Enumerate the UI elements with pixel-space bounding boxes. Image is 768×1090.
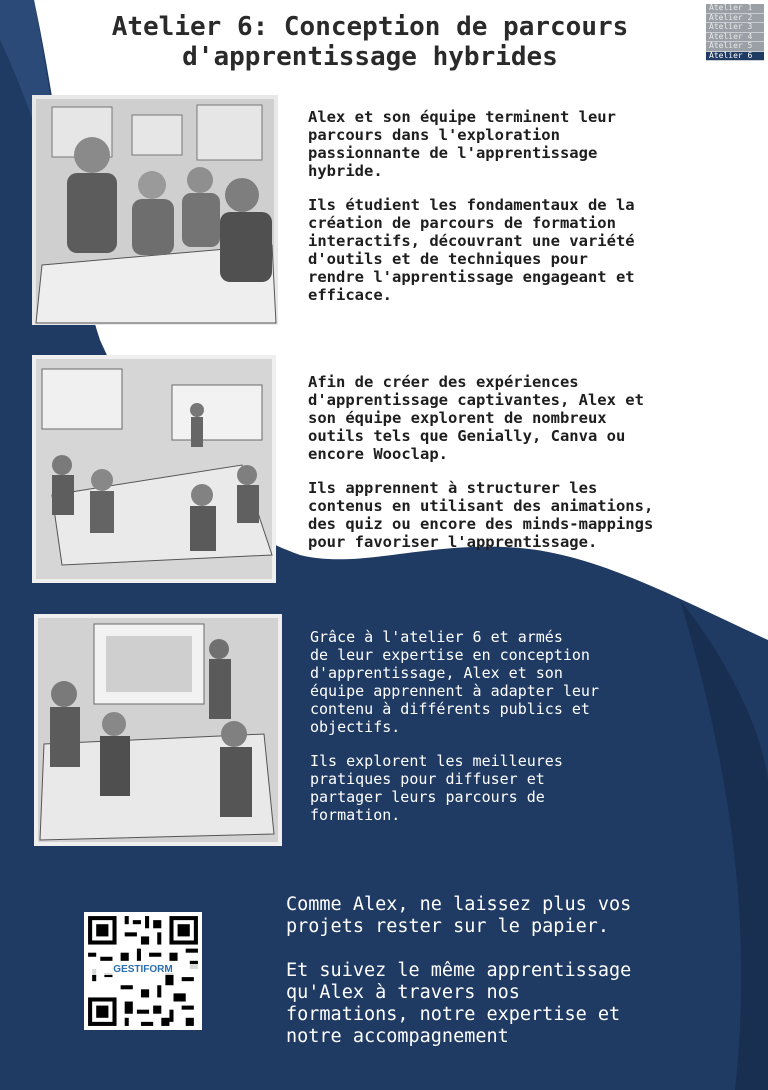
cta-paragraph: Comme Alex, ne laissez plus vos projets rester sur le papier.	[286, 894, 632, 937]
section2-paragraph: Afin de créer des expériences d'apprentissage captivantes, Alex et son équipe explorent de nombreux outils tels que Genially, Canva ou encore Wooclap.	[308, 373, 644, 463]
section1-paragraph: Ils étudient les fondamentaux de la création de parcours de formation interactifs, découvrant une variété d'outils et de techniques pour rendre l'apprentissage engageant et efficace.	[308, 196, 635, 304]
section2-paragraph: Ils apprennent à structurer les contenus en utilisant des animations, des quiz ou encore des minds-mappings pour favoriser l'apprentissage.	[308, 479, 654, 551]
page-title: Atelier 6: Conception de parcours d'apprentissage hybrides	[111, 12, 629, 72]
team-drawing-illustration	[32, 95, 278, 325]
nav-item: Atelier 2	[706, 14, 764, 24]
nav-item: Atelier 3	[706, 23, 764, 33]
nav-item-active: Atelier 6	[706, 52, 764, 62]
section2-text	[308, 373, 728, 567]
section3-paragraph: Ils explorent les meilleures pratiques pour diffuser et partager leurs parcours de formation.	[310, 752, 563, 824]
nav-item: Atelier 1	[706, 4, 764, 14]
qr-code[interactable]	[84, 912, 202, 1030]
qr-brand-label: GESTIFORM	[84, 964, 202, 975]
call-to-action	[286, 894, 746, 1070]
section1-text	[308, 108, 728, 320]
nav-item: Atelier 4	[706, 33, 764, 43]
cta-paragraph: Et suivez le même apprentissage qu'Alex à travers nos formations, notre expertise et notre accompagnement	[286, 960, 632, 1047]
section3-text	[310, 628, 720, 840]
nav-item: Atelier 5	[706, 42, 764, 52]
workshop-nav-badge	[706, 4, 764, 61]
presentation-illustration	[34, 614, 282, 846]
section1-paragraph: Alex et son équipe terminent leur parcours dans l'exploration passionnante de l'apprentissage hybride.	[308, 108, 616, 180]
meeting-room-illustration	[32, 355, 276, 583]
section3-paragraph: Grâce à l'atelier 6 et armés de leur expertise en conception d'apprentissage, Alex et son équipe apprennent à adapter leur contenu à différents publics et objectifs.	[310, 628, 599, 736]
